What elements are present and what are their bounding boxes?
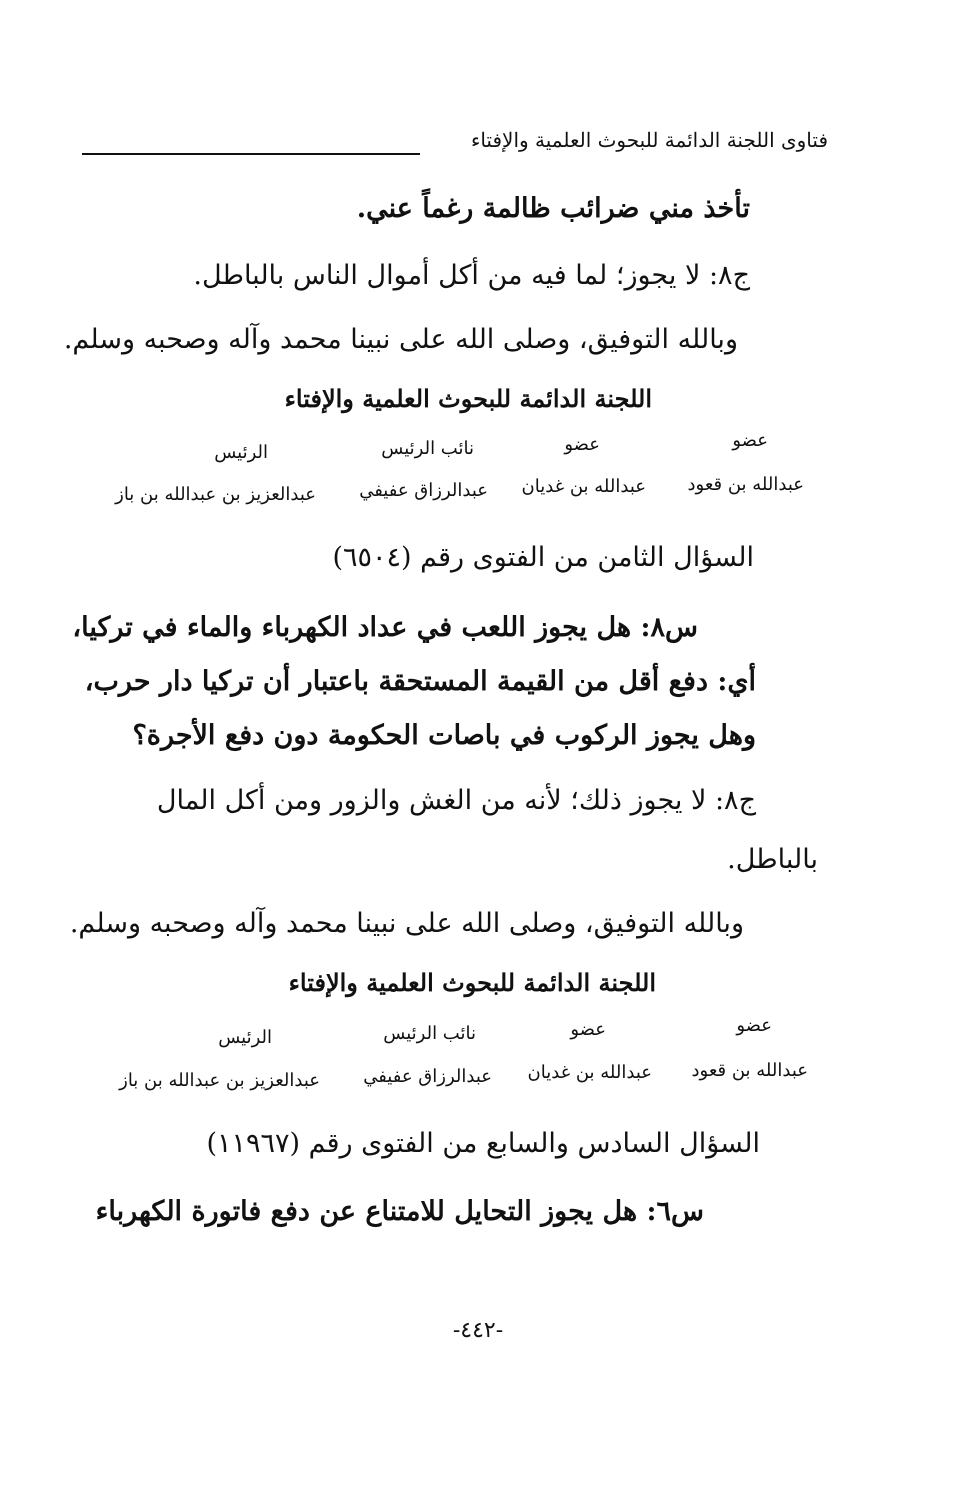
sig2-title-4: الرئيس xyxy=(218,1027,272,1048)
sig2-name-2: عبدالله بن غديان xyxy=(527,1062,652,1083)
question-continuation: تأخذ مني ضرائب ظالمة رغماً عني. xyxy=(356,193,750,224)
header-rule xyxy=(82,153,420,155)
sig1-title-3: نائب الرئيس xyxy=(381,438,474,459)
sig2-name-4: عبدالعزيز بن عبدالله بن باز xyxy=(119,1070,320,1091)
sig2-title-1: عضو xyxy=(736,1015,772,1036)
running-header: فتاوى اللجنة الدائمة للبحوث العلمية والإفتاء xyxy=(470,128,828,152)
question-8-line-1: س٨: هل يجوز اللعب في عداد الكهرباء والماء في تركيا، xyxy=(72,612,698,643)
sig1-name-4: عبدالعزيز بن عبدالله بن باز xyxy=(115,484,316,505)
page-number: -٤٤٢- xyxy=(452,1318,504,1343)
answer-8-line-2: بالباطل. xyxy=(727,844,818,875)
closing-1: وبالله التوفيق، وصلى الله على نبينا محمد وآله وصحبه وسلم. xyxy=(63,324,738,355)
sig1-name-2: عبدالله بن غديان xyxy=(521,476,646,497)
answer-1: ج٨: لا يجوز؛ لما فيه من أكل أموال الناس بالباطل. xyxy=(193,260,750,291)
sig2-title-3: نائب الرئيس xyxy=(383,1023,476,1044)
sig2-name-3: عبدالرزاق عفيفي xyxy=(363,1066,492,1087)
sig2-name-1: عبدالله بن قعود xyxy=(691,1060,808,1081)
sig1-title-1: عضو xyxy=(732,430,768,451)
sig2-title-2: عضو xyxy=(570,1019,606,1040)
question-8-line-2: أي: دفع أقل من القيمة المستحقة باعتبار أن تركيا دار حرب، xyxy=(84,666,756,697)
committee-name-2: اللجنة الدائمة للبحوث العلمية والإفتاء xyxy=(288,968,656,997)
question-8-line-3: وهل يجوز الركوب في باصات الحكومة دون دفع الأجرة؟ xyxy=(132,720,756,751)
fatwa-heading-8: السؤال الثامن من الفتوى رقم (٦٥٠٤) xyxy=(332,542,754,573)
sig1-name-1: عبدالله بن قعود xyxy=(687,474,804,495)
committee-name-1: اللجنة الدائمة للبحوث العلمية والإفتاء xyxy=(284,384,652,413)
sig1-title-4: الرئيس xyxy=(214,442,268,463)
closing-2: وبالله التوفيق، وصلى الله على نبينا محمد وآله وصحبه وسلم. xyxy=(69,908,744,939)
fatwa-heading-6-7: السؤال السادس والسابع من الفتوى رقم (١١٩٦٧) xyxy=(206,1128,760,1159)
sig1-title-2: عضو xyxy=(564,434,600,455)
answer-8-line-1: ج٨: لا يجوز ذلك؛ لأنه من الغش والزور ومن أكل المال xyxy=(156,785,756,816)
question-6: س٦: هل يجوز التحايل للامتناع عن دفع فاتورة الكهرباء xyxy=(95,1196,704,1227)
sig1-name-3: عبدالرزاق عفيفي xyxy=(359,480,488,501)
